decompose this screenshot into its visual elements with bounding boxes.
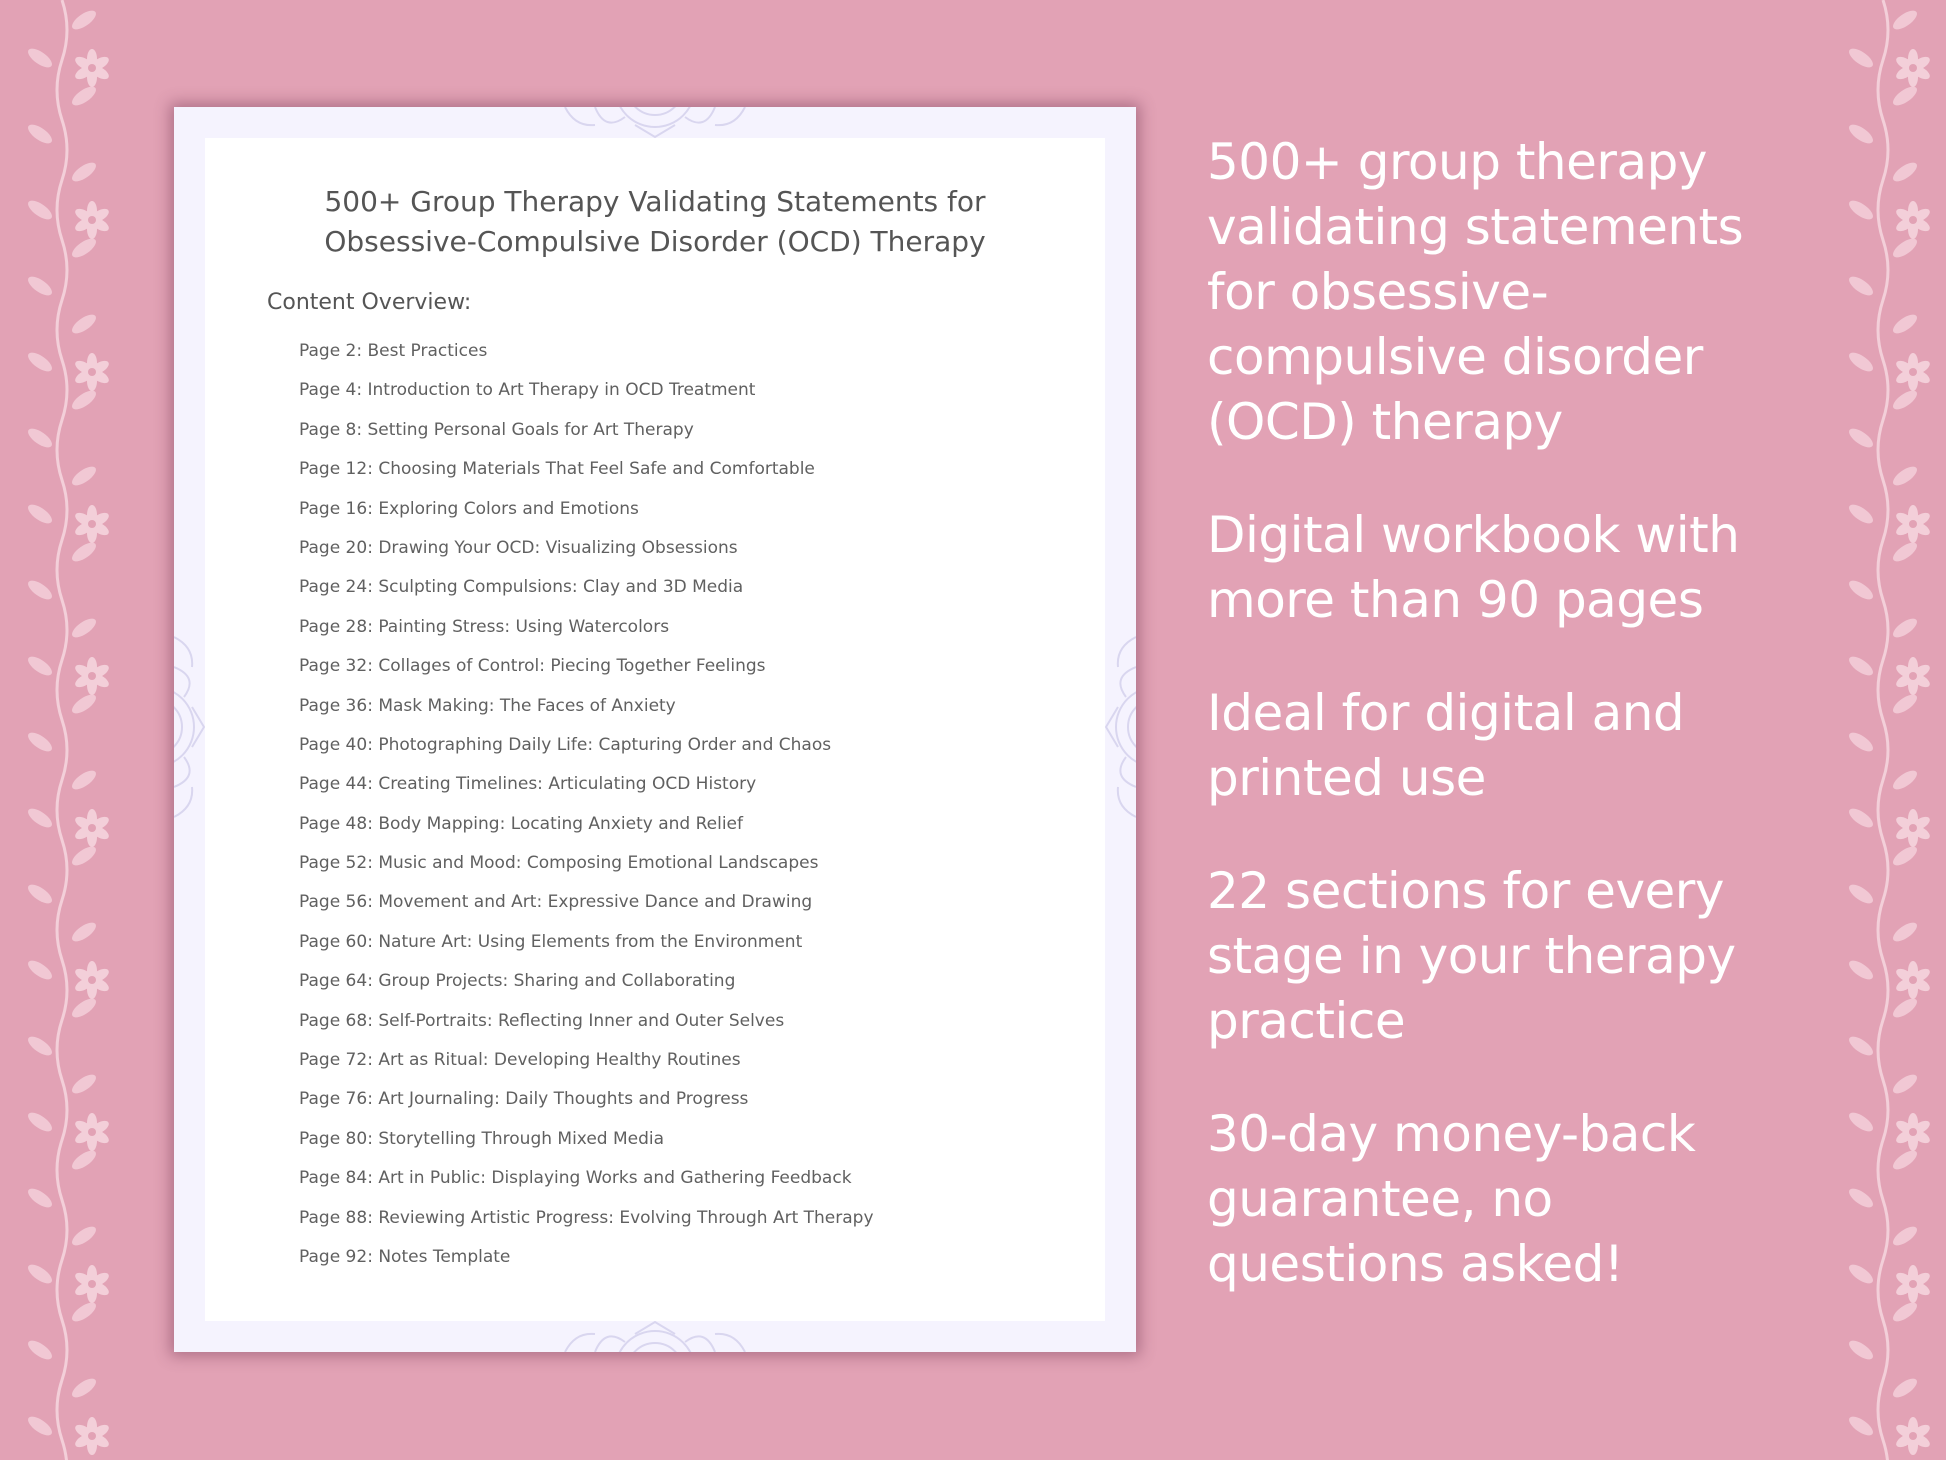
vine-leaf (69, 1147, 99, 1173)
feature-guarantee (1207, 1102, 1927, 1297)
vine-flower (1894, 1417, 1932, 1455)
vine-leaf (25, 957, 55, 983)
vine-leaf (69, 539, 99, 565)
vine-leaf (69, 235, 99, 261)
vine-leaf (25, 197, 55, 223)
toc-entry: Page 8: Setting Personal Goals for Art Therapy (299, 419, 694, 440)
toc-entry: Page 36: Mask Making: The Faces of Anxiety (299, 695, 676, 716)
feature-line: 30-day money-back (1207, 1105, 1696, 1163)
vine-leaf (69, 995, 99, 1021)
feature-line: Digital workbook with (1207, 506, 1740, 564)
vine-leaf (69, 1071, 99, 1097)
vine-leaf (69, 7, 99, 33)
vine-flower (73, 657, 111, 695)
toc-entry: Page 68: Self-Portraits: Reflecting Inner and Outer Selves (299, 1010, 785, 1031)
flower-center (88, 1280, 96, 1288)
flower-center (88, 1128, 96, 1136)
vine-flower (73, 353, 111, 391)
toc-entry: Page 88: Reviewing Artistic Progress: Evolving Through Art Therapy (299, 1207, 874, 1228)
vine-leaf (25, 1337, 55, 1363)
feature-list (1207, 130, 1927, 1345)
vine-leaf (25, 1109, 55, 1135)
vine-leaf (25, 1185, 55, 1211)
toc-entry: Page 28: Painting Stress: Using Watercolors (299, 616, 670, 637)
flower-center (88, 824, 96, 832)
vine-flower (73, 1113, 111, 1151)
vine-leaf (25, 805, 55, 831)
document-title-line: Obsessive-Compulsive Disorder (OCD) Therapy (324, 225, 986, 258)
mandala-ornament-right (1105, 607, 1136, 847)
feature-line: guarantee, no (1207, 1170, 1553, 1228)
flower-center (88, 520, 96, 528)
feature-line: stage in your therapy (1207, 927, 1736, 985)
feature-page-count (1207, 503, 1927, 633)
vine-leaf (25, 425, 55, 451)
document-preview (174, 107, 1136, 1352)
feature-usage (1207, 681, 1927, 811)
vine-flower (1894, 49, 1932, 87)
toc-entry: Page 80: Storytelling Through Mixed Media (299, 1128, 665, 1149)
toc-entry: Page 16: Exploring Colors and Emotions (299, 498, 639, 519)
toc-entry: Page 40: Photographing Daily Life: Capturing Order and Chaos (299, 734, 832, 755)
toc-entry: Page 12: Choosing Materials That Feel Safe and Comfortable (299, 459, 815, 480)
toc-entry: Page 84: Art in Public: Displaying Works and Gathering Feedback (299, 1168, 852, 1189)
toc-entry: Page 64: Group Projects: Sharing and Collaborating (299, 971, 736, 992)
document-page (205, 138, 1105, 1321)
vine-leaf (69, 767, 99, 793)
flower-center (1909, 1432, 1917, 1440)
feature-line: (OCD) therapy (1207, 393, 1563, 451)
vine-leaf (25, 349, 55, 375)
mandala-ornament-left (174, 607, 205, 847)
vine-stem (57, 0, 67, 1460)
toc-entry: Page 44: Creating Timelines: Articulating OCD History (299, 774, 757, 795)
vine-leaf (69, 615, 99, 641)
toc-entry: Page 4: Introduction to Art Therapy in OCD Treatment (299, 380, 756, 401)
vine-flower (73, 201, 111, 239)
toc-entry: Page 60: Nature Art: Using Elements from the Environment (299, 931, 803, 952)
mandala-ornament-bottom (505, 1321, 805, 1352)
vine-leaf (25, 1261, 55, 1287)
toc-entry: Page 32: Collages of Control: Piecing Together Feelings (299, 656, 766, 677)
content-overview-label: Content Overview: (267, 290, 472, 315)
vine-leaf (69, 387, 99, 413)
document-title-line: 500+ Group Therapy Validating Statements for (324, 185, 986, 218)
flower-center (88, 64, 96, 72)
vine-leaf (69, 1375, 99, 1401)
vine-leaf (1890, 83, 1920, 109)
vine-leaf (69, 919, 99, 945)
vine-leaf (25, 501, 55, 527)
feature-line: 22 sections for every (1207, 862, 1724, 920)
vine-leaf (25, 273, 55, 299)
table-of-contents (299, 338, 874, 1283)
feature-statement-count (1207, 130, 1927, 455)
flower-center (88, 976, 96, 984)
vine-leaf (69, 1299, 99, 1325)
vine-leaf (25, 121, 55, 147)
toc-entry: Page 72: Art as Ritual: Developing Healthy Routines (299, 1050, 741, 1071)
vine-flower (73, 1417, 111, 1455)
vine-leaf (69, 463, 99, 489)
feature-line: compulsive disorder (1207, 328, 1703, 386)
document-title (205, 182, 1105, 262)
toc-entry: Page 48: Body Mapping: Locating Anxiety and Relief (299, 813, 743, 834)
vine-leaf (69, 83, 99, 109)
feature-sections (1207, 859, 1927, 1054)
vine-leaf (25, 653, 55, 679)
vine-leaf (25, 729, 55, 755)
toc-entry: Page 20: Drawing Your OCD: Visualizing Obsessions (299, 537, 738, 558)
feature-line: more than 90 pages (1207, 571, 1704, 629)
feature-line: 500+ group therapy (1207, 133, 1707, 191)
vine-leaf (25, 1413, 55, 1439)
vine-leaf (1846, 45, 1876, 71)
toc-entry: Page 56: Movement and Art: Expressive Dance and Drawing (299, 892, 813, 913)
feature-line: for obsessive- (1207, 263, 1549, 321)
toc-entry: Page 76: Art Journaling: Daily Thoughts and Progress (299, 1089, 749, 1110)
flower-center (1909, 64, 1917, 72)
vine-flower (73, 961, 111, 999)
vine-leaf (1890, 7, 1920, 33)
flower-center (88, 1432, 96, 1440)
vine-leaf (69, 1223, 99, 1249)
vine-leaf (69, 691, 99, 717)
vine-flower (73, 505, 111, 543)
flower-center (88, 672, 96, 680)
feature-line: Ideal for digital and (1207, 684, 1685, 742)
vine-leaf (69, 843, 99, 869)
vine-leaf (69, 311, 99, 337)
feature-line: practice (1207, 992, 1406, 1050)
toc-entry: Page 52: Music and Mood: Composing Emotional Landscapes (299, 853, 819, 874)
vine-leaf (25, 881, 55, 907)
feature-line: validating statements (1207, 198, 1744, 256)
vine-flower (73, 49, 111, 87)
vine-flower (73, 809, 111, 847)
vine-flower (73, 1265, 111, 1303)
vine-leaf (69, 159, 99, 185)
mandala-ornament-top (505, 107, 805, 138)
toc-entry: Page 24: Sculpting Compulsions: Clay and 3D Media (299, 577, 744, 598)
toc-entry: Page 2: Best Practices (299, 341, 488, 361)
feature-line: printed use (1207, 749, 1486, 807)
floral-vine-left (0, 0, 135, 1460)
vine-leaf (25, 577, 55, 603)
vine-leaf (25, 1033, 55, 1059)
vine-leaf (25, 45, 55, 71)
flower-center (88, 368, 96, 376)
toc-entry: Page 92: Notes Template (299, 1246, 511, 1267)
flower-center (88, 216, 96, 224)
vine-leaf (1846, 1413, 1876, 1439)
feature-line: questions asked! (1207, 1235, 1624, 1293)
vine-leaf (1890, 1375, 1920, 1401)
